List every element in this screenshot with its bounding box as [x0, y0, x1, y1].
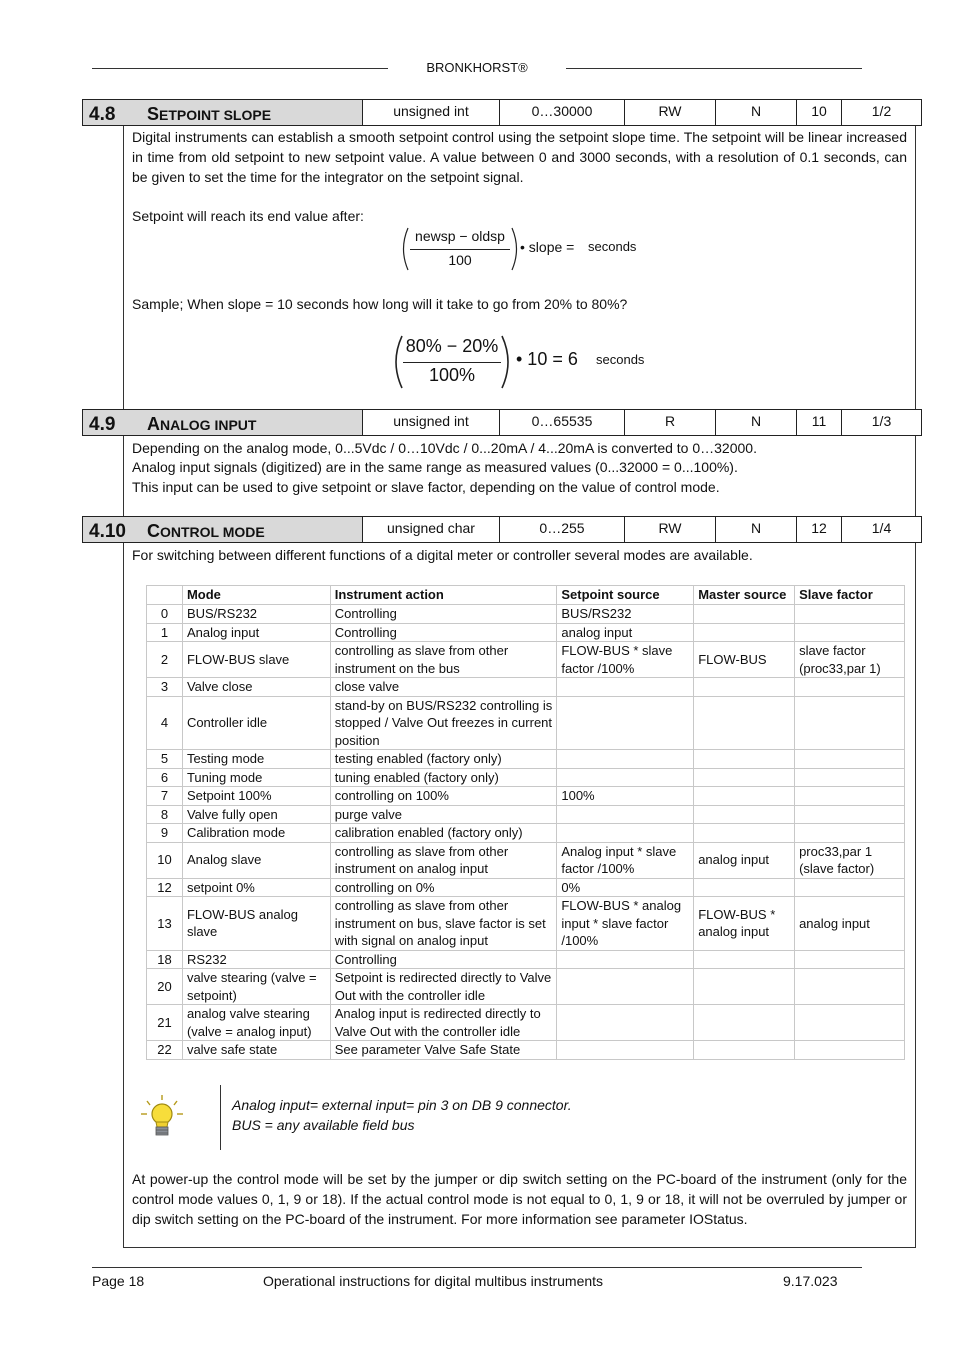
slave-factor [795, 950, 905, 969]
mode-number: 22 [147, 1041, 183, 1060]
instrument-action: testing enabled (factory only) [330, 750, 557, 769]
setpoint-source: FLOW-BUS * analog input * slave factor /100% [557, 897, 694, 951]
mode-number: 10 [147, 842, 183, 878]
slope-formula [398, 226, 658, 272]
instrument-action: controlling on 0% [330, 878, 557, 897]
param-access: RW [624, 516, 716, 543]
formula-numerator: newsp − oldsp [415, 228, 505, 244]
slope-sample-text: Sample; When slope = 10 seconds how long will it take to go from 20% to 80%? [132, 296, 628, 312]
setpoint-source [557, 969, 694, 1005]
mode-name: Setpoint 100% [182, 787, 330, 806]
lightbulb-icon [138, 1093, 186, 1139]
header-brand: BRONKHORST® [426, 60, 528, 75]
column-header: Master source [694, 586, 795, 605]
setpoint-source [557, 696, 694, 750]
master-source [694, 605, 795, 624]
table-row [147, 623, 905, 642]
mode-name: Analog input [182, 623, 330, 642]
mode-name: FLOW-BUS slave [182, 642, 330, 678]
column-header: Slave factor [795, 586, 905, 605]
slave-factor [795, 678, 905, 697]
analog-line-3: This input can be used to give setpoint or slave factor, depending on the value of control mode. [132, 479, 720, 495]
table-row [147, 1041, 905, 1060]
instrument-action: controlling as slave from other instrument on analog input [330, 842, 557, 878]
param-type: unsigned int [362, 99, 500, 126]
table-row [147, 678, 905, 697]
section-header-control-mode [82, 516, 922, 543]
param-range: 0…255 [499, 516, 625, 543]
slave-factor: slave factor (proc33,par 1) [795, 642, 905, 678]
master-source [694, 750, 795, 769]
master-source [694, 678, 795, 697]
section-title-rest: ETPOINT SLOPE [159, 106, 272, 123]
mode-name: valve stearing (valve = setpoint) [182, 969, 330, 1005]
mode-name: Valve close [182, 678, 330, 697]
setpoint-source: 0% [557, 878, 694, 897]
control-intro: For switching between different functions of a digital meter or controller several modes are available. [132, 547, 753, 563]
setpoint-source: analog input [557, 623, 694, 642]
param-range: 0…65535 [499, 409, 625, 436]
note-line-1: Analog input= external input= pin 3 on DB 9 connector. [232, 1097, 572, 1113]
param-process: 1/3 [841, 409, 922, 436]
slave-factor [795, 1005, 905, 1041]
mode-number: 2 [147, 642, 183, 678]
instrument-action: purge valve [330, 805, 557, 824]
mode-number: 3 [147, 678, 183, 697]
mode-name: RS232 [182, 950, 330, 969]
mode-number: 5 [147, 750, 183, 769]
slope-reach-text: Setpoint will reach its end value after: [132, 208, 364, 224]
table-row [147, 824, 905, 843]
sample-formula [390, 334, 670, 390]
master-source [694, 805, 795, 824]
slave-factor [795, 969, 905, 1005]
instrument-action: Controlling [330, 605, 557, 624]
param-process: 1/2 [841, 99, 922, 126]
mode-number: 21 [147, 1005, 183, 1041]
master-source [694, 824, 795, 843]
mode-name: valve safe state [182, 1041, 330, 1060]
footer-doc-number: 9.17.023 [783, 1273, 838, 1289]
formula-operator: • 10 = 6 [516, 349, 578, 369]
mode-number: 6 [147, 768, 183, 787]
header-rule-right [566, 68, 862, 69]
section-title-initial: C [147, 521, 160, 541]
formula-unit: seconds [596, 352, 645, 367]
mode-number: 12 [147, 878, 183, 897]
master-source [694, 1041, 795, 1060]
section-title-cell [82, 409, 363, 436]
table-header-row [147, 586, 905, 605]
table-row [147, 605, 905, 624]
mode-number: 8 [147, 805, 183, 824]
formula-numerator: 80% − 20% [405, 336, 499, 356]
mode-name: Controller idle [182, 696, 330, 750]
master-source [694, 787, 795, 806]
slave-factor [795, 750, 905, 769]
instrument-action: See parameter Valve Safe State [330, 1041, 557, 1060]
setpoint-source [557, 750, 694, 769]
table-row [147, 768, 905, 787]
setpoint-source [557, 824, 694, 843]
param-flag: N [715, 409, 797, 436]
master-source [694, 768, 795, 787]
table-row [147, 1005, 905, 1041]
slave-factor: proc33,par 1 (slave factor) [795, 842, 905, 878]
slave-factor [795, 768, 905, 787]
instrument-action: close valve [330, 678, 557, 697]
param-type: unsigned char [362, 516, 500, 543]
master-source: FLOW-BUS * analog input [694, 897, 795, 951]
section-title-rest: NALOG INPUT [160, 416, 257, 433]
footer-rule [92, 1267, 862, 1268]
column-header: Instrument action [330, 586, 557, 605]
section-title-initial: A [147, 414, 160, 434]
note-line-2: BUS = any available field bus [232, 1117, 415, 1133]
param-number: 10 [796, 99, 842, 126]
param-flag: N [715, 99, 797, 126]
instrument-action: Controlling [330, 623, 557, 642]
table-row [147, 950, 905, 969]
analog-line-2: Analog input signals (digitized) are in the same range as measured values (0...32000 = 0...100%). [132, 459, 738, 475]
mode-name: Calibration mode [182, 824, 330, 843]
instrument-action: tuning enabled (factory only) [330, 768, 557, 787]
master-source [694, 878, 795, 897]
instrument-action: controlling on 100% [330, 787, 557, 806]
param-process: 1/4 [841, 516, 922, 543]
formula-fraction-bar [410, 249, 510, 250]
setpoint-source: 100% [557, 787, 694, 806]
analog-line-1: Depending on the analog mode, 0...5Vdc / 0…10Vdc / 0...20mA / 4...20mA is converted to 0…32000. [132, 440, 757, 456]
instrument-action: calibration enabled (factory only) [330, 824, 557, 843]
setpoint-source [557, 805, 694, 824]
mode-name: Analog slave [182, 842, 330, 878]
column-header [147, 586, 183, 605]
mode-name: analog valve stearing (valve = analog input) [182, 1005, 330, 1041]
table-row [147, 787, 905, 806]
slave-factor [795, 787, 905, 806]
instrument-action: controlling as slave from other instrument on the bus [330, 642, 557, 678]
instrument-action: Analog input is redirected directly to Valve Out with the controller idle [330, 1005, 557, 1041]
setpoint-source [557, 950, 694, 969]
slave-factor [795, 605, 905, 624]
mode-name: Tuning mode [182, 768, 330, 787]
master-source: analog input [694, 842, 795, 878]
section-header-setpoint-slope [82, 99, 922, 126]
slave-factor [795, 1041, 905, 1060]
formula-fraction-bar [403, 362, 501, 363]
setpoint-source [557, 1041, 694, 1060]
param-access: RW [624, 99, 716, 126]
formula-denominator: 100 [448, 252, 472, 268]
master-source [694, 696, 795, 750]
slave-factor: analog input [795, 897, 905, 951]
table-row [147, 805, 905, 824]
param-type: unsigned int [362, 409, 500, 436]
mode-number: 0 [147, 605, 183, 624]
mode-name: BUS/RS232 [182, 605, 330, 624]
mode-name: Testing mode [182, 750, 330, 769]
param-number: 11 [796, 409, 842, 436]
mode-name: Valve fully open [182, 805, 330, 824]
mode-name: FLOW-BUS analog slave [182, 897, 330, 951]
section-number: 4.9 [89, 413, 116, 435]
table-row [147, 878, 905, 897]
setpoint-source [557, 768, 694, 787]
slave-factor [795, 805, 905, 824]
section-header-analog-input [82, 409, 922, 436]
slave-factor [795, 696, 905, 750]
table-row [147, 842, 905, 878]
powerup-text: At power-up the control mode will be set by the jumper or dip switch setting on the PC-board of the instrument (only for the control mode values 0, 1, 9 or 18). If the actual control mode is not equal to 0, 1, 9 or 18, it will not be overruled by jumper or dip switch setting on the PC-board of the instrument. For more information see parameter IOStatus. [132, 1171, 907, 1227]
section-title-cell [82, 516, 363, 543]
section-number: 4.10 [89, 520, 126, 542]
mode-number: 13 [147, 897, 183, 951]
section-number: 4.8 [89, 103, 116, 125]
slope-intro: Digital instruments can establish a smooth setpoint control using the setpoint slope time. The setpoint will be linear increased in time from old setpoint to new setpoint value. A value between 0 and 3000 seconds, with a resolution of 0.1 seconds, can be given to set the time for the integrator on the setpoint signal. [132, 129, 907, 185]
slave-factor [795, 824, 905, 843]
param-access: R [624, 409, 716, 436]
instrument-action: Setpoint is redirected directly to Valve Out with the controller idle [330, 969, 557, 1005]
section-title-initial: S [147, 104, 160, 124]
master-source: FLOW-BUS [694, 642, 795, 678]
master-source [694, 969, 795, 1005]
right-paren-icon [498, 334, 514, 390]
setpoint-source: FLOW-BUS * slave factor /100% [557, 642, 694, 678]
footer-page-number: Page 18 [92, 1273, 145, 1289]
section-title-cell [82, 99, 363, 126]
mode-number: 7 [147, 787, 183, 806]
mode-number: 18 [147, 950, 183, 969]
control-mode-table [146, 585, 905, 1060]
table-row [147, 969, 905, 1005]
formula-unit: seconds [588, 239, 637, 254]
mode-name: setpoint 0% [182, 878, 330, 897]
setpoint-source: Analog input * slave factor /100% [557, 842, 694, 878]
param-flag: N [715, 516, 797, 543]
slave-factor [795, 623, 905, 642]
table-row [147, 750, 905, 769]
mode-number: 20 [147, 969, 183, 1005]
mode-number: 9 [147, 824, 183, 843]
mode-number: 1 [147, 623, 183, 642]
setpoint-source [557, 1005, 694, 1041]
formula-denominator: 100% [428, 365, 476, 385]
mode-number: 4 [147, 696, 183, 750]
section-title-rest: ONTROL MODE [160, 523, 265, 540]
setpoint-source [557, 678, 694, 697]
note-divider [220, 1085, 221, 1150]
table-row [147, 642, 905, 678]
table-row [147, 696, 905, 750]
column-header: Mode [182, 586, 330, 605]
instrument-action: Controlling [330, 950, 557, 969]
master-source [694, 623, 795, 642]
param-number: 12 [796, 516, 842, 543]
param-range: 0…30000 [499, 99, 625, 126]
instrument-action: stand-by on BUS/RS232 controlling is stopped / Valve Out freezes in current position [330, 696, 557, 750]
footer-title: Operational instructions for digital multibus instruments [263, 1273, 604, 1289]
table-row [147, 897, 905, 951]
master-source [694, 1005, 795, 1041]
instrument-action: controlling as slave from other instrument on bus, slave factor is set with signal on analog input [330, 897, 557, 951]
column-header: Setpoint source [557, 586, 694, 605]
slave-factor [795, 878, 905, 897]
formula-operator: • slope = [520, 239, 575, 255]
setpoint-source: BUS/RS232 [557, 605, 694, 624]
master-source [694, 950, 795, 969]
